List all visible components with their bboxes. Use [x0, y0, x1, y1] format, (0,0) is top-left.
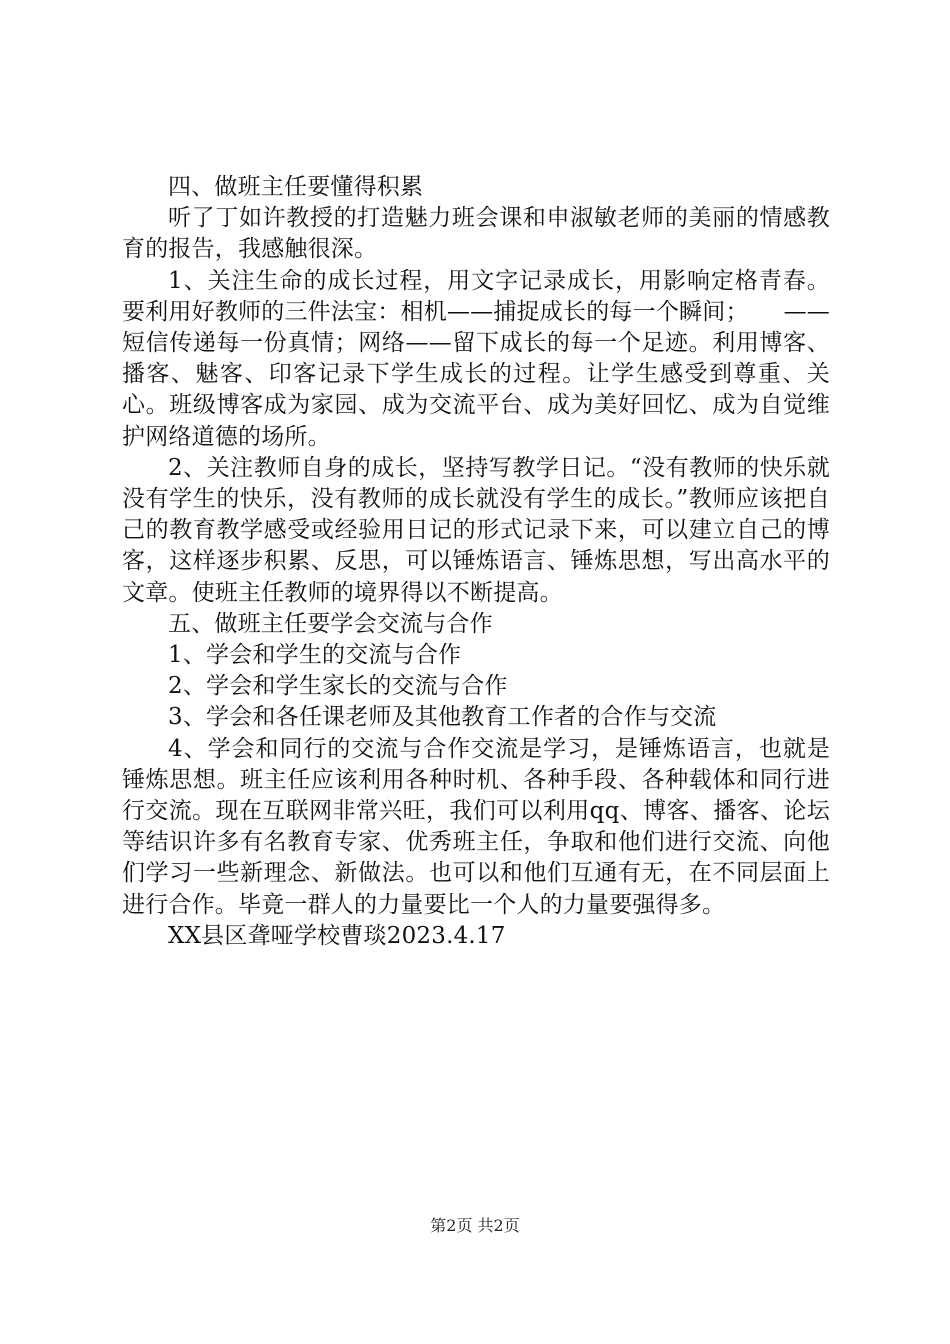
section-heading-5: 五、做班主任要学会交流与合作	[168, 610, 493, 637]
list-item-2: 2、学会和学生家长的交流与合作	[168, 673, 508, 700]
page-footer: 第2页 共2页	[430, 1216, 520, 1235]
paragraph-item-2: 2、关注教师自身的成长，坚持写教学日记。“没有教师的快乐就没有学生的快乐，没有教师的成长就没有学生的成长。”教师应该把自己的教育教学感受或经验用日记的形式记录下来，可以建立自己的博客，这样逐步积累、反思，可以锤炼语言、锤炼思想，写出高水平的文章。使班主任教师的境界得以不断提高。	[122, 454, 830, 606]
section-heading-4: 四、做班主任要懂得积累	[168, 174, 424, 200]
paragraph-item-1: 1、关注生命的成长过程，用文字记录成长，用影响定格青春。要利用好教师的三件法宝：相机——捕捉成长的每一个瞬间； ——短信传递每一份真情；网络——留下成长的每一个足迹。利用博客、播客、魅客、印客记录下学生成长的过程。让学生感受到尊重、关心。班级博客成为家园、成为交流平台、成为美好回忆、成为自觉维护网络道德的场所。	[122, 267, 830, 450]
signature-line: XX县区聋哑学校曹琰2023.4.17	[168, 922, 506, 949]
list-item-1: 1、学会和学生的交流与合作	[168, 642, 462, 669]
document-body	[122, 172, 830, 952]
list-item-3: 3、学会和各任课老师及其他教育工作者的合作与交流	[168, 704, 717, 731]
paragraph-intro: 听了丁如许教授的打造魅力班会课和申淑敏老师的美丽的情感教育的报告，我感触很深。	[122, 205, 830, 263]
paragraph-item-4: 4、学会和同行的交流与合作交流是学习，是锤炼语言，也就是锤炼思想。班主任应该利用各种时机、各种手段、各种载体和同行进行交流。现在互联网非常兴旺，我们可以利用qq、博客、播客、论坛等结识许多有名教育专家、优秀班主任，争取和他们进行交流、向他们学习一些新理念、新做法。也可以和他们互通有无，在不同层面上进行合作。毕竟一群人的力量要比一个人的力量要强得多。	[122, 735, 830, 918]
